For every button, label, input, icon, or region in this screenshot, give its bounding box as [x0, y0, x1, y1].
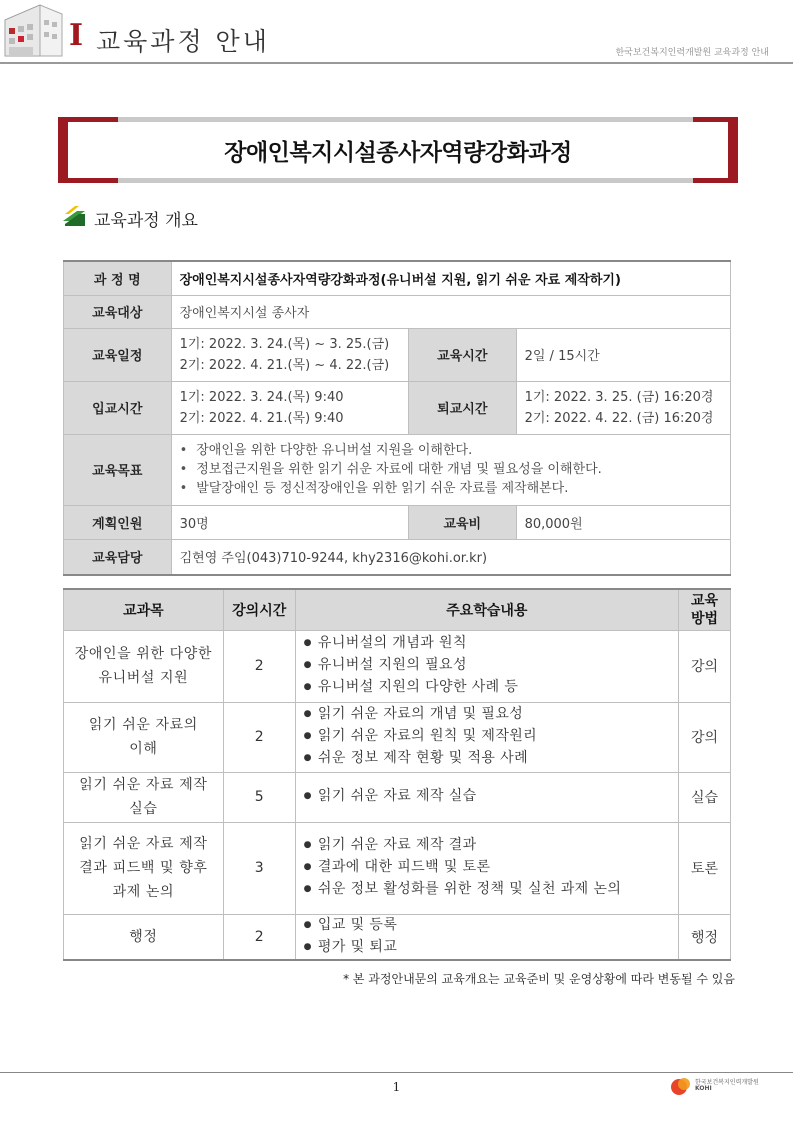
- method-cell: 실습: [679, 772, 731, 822]
- hours-value: 2일 / 15시간: [516, 328, 730, 381]
- table-header-row: [64, 589, 731, 630]
- goal-item: • 장애인을 위한 다양한 유니버설 지원을 이해한다.: [180, 441, 722, 460]
- table-row: [64, 914, 731, 960]
- page-number: 1: [392, 1080, 401, 1094]
- hours-label: 교육시간: [408, 328, 516, 381]
- method-cell: 토론: [679, 822, 731, 914]
- title-box-frame: [58, 178, 738, 183]
- column-header-hours: 강의시간: [223, 589, 295, 630]
- goal-item: • 정보접근지원을 위한 읽기 쉬운 자료에 대한 개념 및 필요성을 이해한다.: [180, 460, 722, 479]
- hours-cell: 2: [223, 702, 295, 772]
- course-info-table: [63, 260, 731, 576]
- name-value: 장애인복지시설종사자역량강화과정(유니버설 지원, 읽기 쉬운 자료 제작하기): [171, 261, 730, 295]
- table-row: [64, 539, 731, 575]
- contents-cell: [295, 914, 678, 960]
- content-item: ● 읽기 쉬운 자료의 원칙 및 제작원리: [304, 726, 678, 748]
- content-item: ● 입교 및 등록: [304, 915, 678, 937]
- column-header-contents: 주요학습내용: [295, 589, 678, 630]
- target-label: 교육대상: [64, 295, 172, 328]
- footer-logo: [670, 1076, 770, 1096]
- subject-cell: 읽기 쉬운 자료의 이해: [64, 702, 224, 772]
- table-row: [64, 295, 731, 328]
- entry-line: 2기: 2022. 4. 21.(목) 9:40: [179, 410, 344, 426]
- footer-org-abbr: KOHI: [695, 1085, 712, 1092]
- content-item: ● 유니버설 지원의 필요성: [304, 655, 678, 677]
- table-row: [64, 702, 731, 772]
- schedule-line: 1기: 2022. 3. 24.(목) ~ 3. 25.(금): [179, 336, 390, 352]
- schedule-label: 교육일정: [64, 328, 172, 381]
- course-title: 장애인복지시설종사자역량강화과정: [224, 140, 572, 166]
- method-cell: 강의: [679, 630, 731, 702]
- table-row: [64, 434, 731, 505]
- name-label: 과 정 명: [64, 261, 172, 295]
- footer-org-name: 한국보건복지인력개발원: [695, 1079, 759, 1086]
- header-title: 교육과정 안내: [96, 27, 270, 56]
- subject-cell: 장애인을 위한 다양한 유니버설 지원: [64, 630, 224, 702]
- contents-cell: [295, 702, 678, 772]
- column-header-subject: 교과목: [64, 589, 224, 630]
- plan-value: 30명: [171, 505, 408, 539]
- table-row: [64, 630, 731, 702]
- contents-cell: [295, 822, 678, 914]
- content-item: ● 평가 및 퇴교: [304, 937, 678, 959]
- manager-label: 교육담당: [64, 539, 172, 575]
- hours-cell: 5: [223, 772, 295, 822]
- curriculum-table: [63, 588, 731, 961]
- footnote: * 본 과정안내문의 교육개요는 교육준비 및 운영상황에 따라 변동될 수 있음: [343, 972, 735, 986]
- table-row: [64, 328, 731, 381]
- subject-cell: 읽기 쉬운 자료 제작 실습: [64, 772, 224, 822]
- goal-list: [180, 441, 722, 498]
- header-org-text: 한국보건복지인력개발원 교육과정 안내: [615, 48, 769, 58]
- table-row: [64, 261, 731, 295]
- content-item: ● 읽기 쉬운 자료의 개념 및 필요성: [304, 704, 678, 726]
- building-illustration: [0, 0, 70, 58]
- exit-line: 2기: 2022. 4. 22. (금) 16:20경: [524, 410, 714, 426]
- entry-line: 1기: 2022. 3. 24.(목) 9:40: [179, 389, 344, 405]
- goal-item: • 발달장애인 등 정신적장애인을 위한 읽기 쉬운 자료를 제작해본다.: [180, 479, 722, 498]
- goal-value: [171, 434, 730, 505]
- fee-label: 교육비: [408, 505, 516, 539]
- schedule-line: 2기: 2022. 4. 21.(목) ~ 4. 22.(금): [179, 357, 390, 373]
- entry-label: 입교시간: [64, 381, 172, 434]
- method-cell: 행정: [679, 914, 731, 960]
- target-value: 장애인복지시설 종사자: [171, 295, 730, 328]
- exit-label: 퇴교시간: [408, 381, 516, 434]
- section-heading-text: 교육과정 개요: [94, 211, 198, 231]
- hours-cell: 2: [223, 630, 295, 702]
- page-header: [0, 0, 793, 65]
- header-divider: [0, 62, 793, 64]
- chapter-numeral: I: [69, 18, 84, 53]
- content-item: ● 유니버설의 개념과 원칙: [304, 633, 678, 655]
- title-box-corner: [58, 117, 118, 122]
- title-box-corner: [693, 117, 738, 122]
- table-row: [64, 381, 731, 434]
- table-row: [64, 505, 731, 539]
- content-item: ● 쉬운 정보 활성화를 위한 정책 및 실천 과제 논의: [304, 879, 678, 901]
- contents-cell: [295, 772, 678, 822]
- content-item: ● 읽기 쉬운 자료 제작 실습: [304, 786, 678, 808]
- kohi-logo-icon: [670, 1076, 692, 1096]
- content-item: ● 결과에 대한 피드백 및 토론: [304, 857, 678, 879]
- hours-cell: 2: [223, 914, 295, 960]
- goal-label: 교육목표: [64, 434, 172, 505]
- table-row: [64, 822, 731, 914]
- title-box-corner: [693, 178, 738, 183]
- entry-value: [171, 381, 408, 434]
- hours-cell: 3: [223, 822, 295, 914]
- title-box-corner: [58, 178, 118, 183]
- schedule-value: [171, 328, 408, 381]
- column-header-method: 교육 방법: [679, 589, 731, 630]
- method-cell: 강의: [679, 702, 731, 772]
- subject-cell: 행정: [64, 914, 224, 960]
- plan-label: 계획인원: [64, 505, 172, 539]
- fee-value: 80,000원: [516, 505, 730, 539]
- section-bullet-icon: [63, 204, 87, 228]
- subject-cell: 읽기 쉬운 자료 제작 결과 피드백 및 향후 과제 논의: [64, 822, 224, 914]
- contents-cell: [295, 630, 678, 702]
- content-item: ● 읽기 쉬운 자료 제작 결과: [304, 835, 678, 857]
- content-item: ● 쉬운 정보 제작 현황 및 적용 사례: [304, 748, 678, 770]
- table-row: [64, 772, 731, 822]
- exit-value: [516, 381, 730, 434]
- title-box-frame: [58, 117, 738, 122]
- content-item: ● 유니버설 지원의 다양한 사례 등: [304, 677, 678, 699]
- exit-line: 1기: 2022. 3. 25. (금) 16:20경: [524, 389, 714, 405]
- course-title-box: [58, 117, 738, 183]
- manager-value: 김현영 주임(043)710-9244, khy2316@kohi.or.kr): [171, 539, 730, 575]
- footer-divider: [0, 1072, 793, 1073]
